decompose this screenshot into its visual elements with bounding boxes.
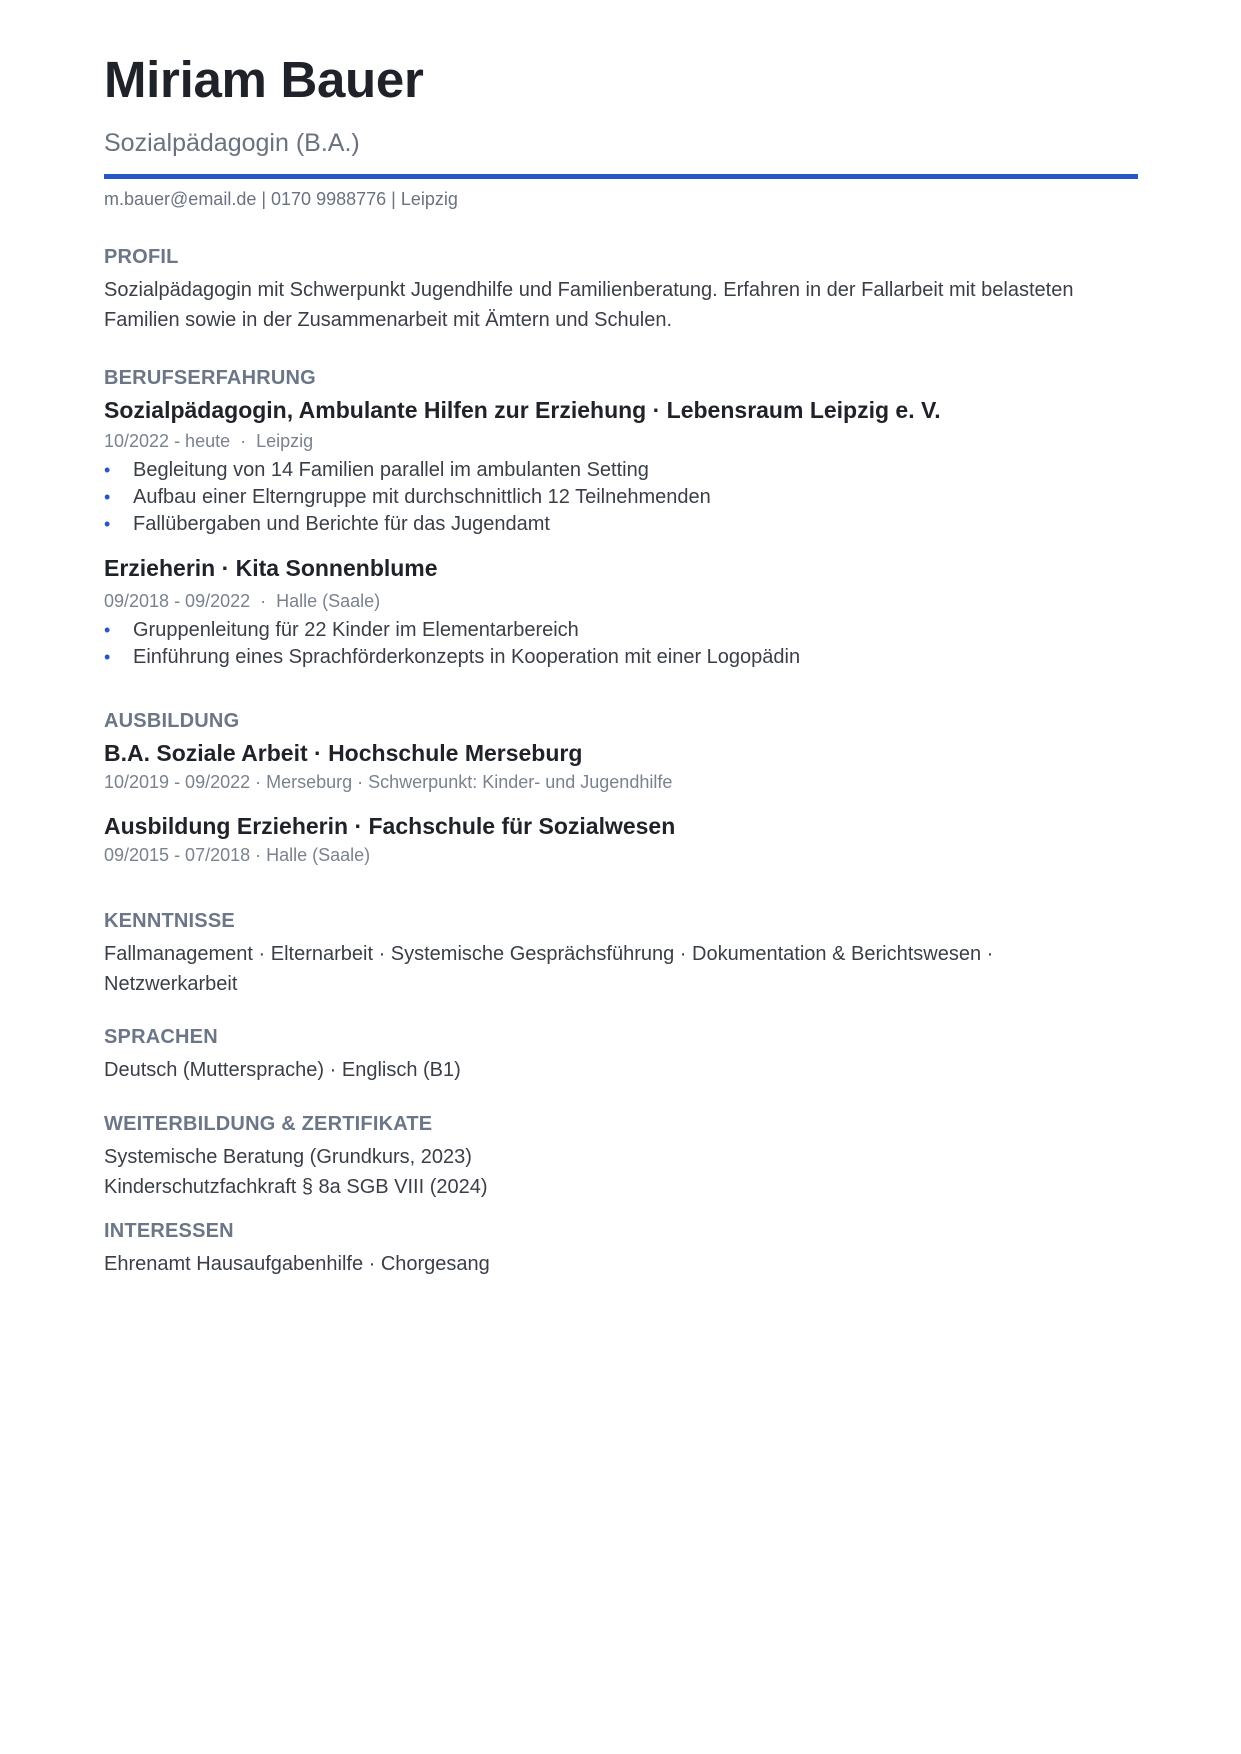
job-title: Sozialpädagogin, Ambulante Hilfen zur Erziehung · Lebensraum Leipzig e. V. (104, 397, 941, 423)
list-item: • Einführung eines Sprachförderkonzepts in Kooperation mit einer Logopädin (104, 644, 1138, 671)
section-heading-skills: KENNTNISSE (104, 910, 235, 932)
education-section (104, 709, 1138, 867)
list-item: • Fallübergaben und Berichte für das Jugendamt (104, 511, 1138, 538)
interests-section (104, 1219, 1138, 1279)
candidate-name: Miriam Bauer (104, 51, 424, 108)
education-title: Ausbildung Erzieherin · Fachschule für Sozialwesen (104, 813, 676, 840)
training-section (104, 1112, 1138, 1202)
job-title: Erzieherin · Kita Sonnenblume (104, 555, 438, 582)
bullet-icon: • (104, 487, 111, 508)
experience-section (104, 366, 1138, 671)
job-bullets (104, 457, 1138, 538)
job-bullets (104, 617, 1138, 671)
skills-text: Fallmanagement · Elternarbeit · Systemische Gesprächsführung · Dokumentation & Berichtswesen · Netzwerkarbeit (104, 943, 994, 995)
job-entry (104, 396, 1138, 538)
resume-header (104, 52, 1138, 211)
header-divider (104, 174, 1138, 179)
education-title: B.A. Soziale Arbeit · Hochschule Merseburg (104, 740, 583, 766)
job-meta: 10/2022 - heute · Leipzig (104, 430, 314, 451)
training-list (104, 1142, 1138, 1202)
interests-text: Ehrenamt Hausaufgabenhilfe · Chorgesang (104, 1253, 490, 1275)
skills-section (104, 909, 1138, 999)
section-heading-experience: BERUFSERFAHRUNG (104, 367, 316, 389)
bullet-icon: • (104, 620, 111, 641)
list-item: • Gruppenleitung für 22 Kinder im Elementarbereich (104, 617, 1138, 644)
candidate-title: Sozialpädagogin (B.A.) (104, 129, 360, 158)
job-entry (104, 554, 1138, 671)
profile-section (104, 245, 1138, 335)
section-heading-interests: INTERESSEN (104, 1220, 234, 1242)
list-item: • Begleitung von 14 Familien parallel im ambulanten Setting (104, 457, 1138, 484)
education-meta: 10/2019 - 09/2022 · Merseburg · Schwerpunkt: Kinder- und Jugendhilfe (104, 771, 673, 792)
section-heading-languages: SPRACHEN (104, 1026, 218, 1048)
languages-text: Deutsch (Muttersprache) · Englisch (B1) (104, 1059, 461, 1081)
contact-line: m.bauer@email.de | 0170 9988776 | Leipzig (104, 189, 458, 210)
section-heading-profile: PROFIL (104, 246, 179, 268)
section-heading-training: WEITERBILDUNG & ZERTIFIKATE (104, 1113, 433, 1135)
profile-text: Sozialpädagogin mit Schwerpunkt Jugendhilfe und Familienberatung. Erfahren in der Fallarbeit mit belasteten Familien sowie in der Zusammenarbeit mit Ämtern und Schulen. (104, 279, 1074, 331)
list-item: Kinderschutzfachkraft § 8a SGB VIII (2024) (104, 1176, 488, 1198)
job-meta: 09/2018 - 09/2022 · Halle (Saale) (104, 590, 381, 611)
education-entry (104, 812, 1138, 867)
bullet-icon: • (104, 647, 111, 668)
bullet-icon: • (104, 514, 111, 535)
languages-section (104, 1025, 1138, 1085)
bullet-icon: • (104, 460, 111, 481)
education-entry (104, 739, 1138, 794)
education-meta: 09/2015 - 07/2018 · Halle (Saale) (104, 844, 371, 865)
list-item: Systemische Beratung (Grundkurs, 2023) (104, 1146, 472, 1168)
list-item: • Aufbau einer Elterngruppe mit durchschnittlich 12 Teilnehmenden (104, 484, 1138, 511)
section-heading-education: AUSBILDUNG (104, 710, 240, 732)
